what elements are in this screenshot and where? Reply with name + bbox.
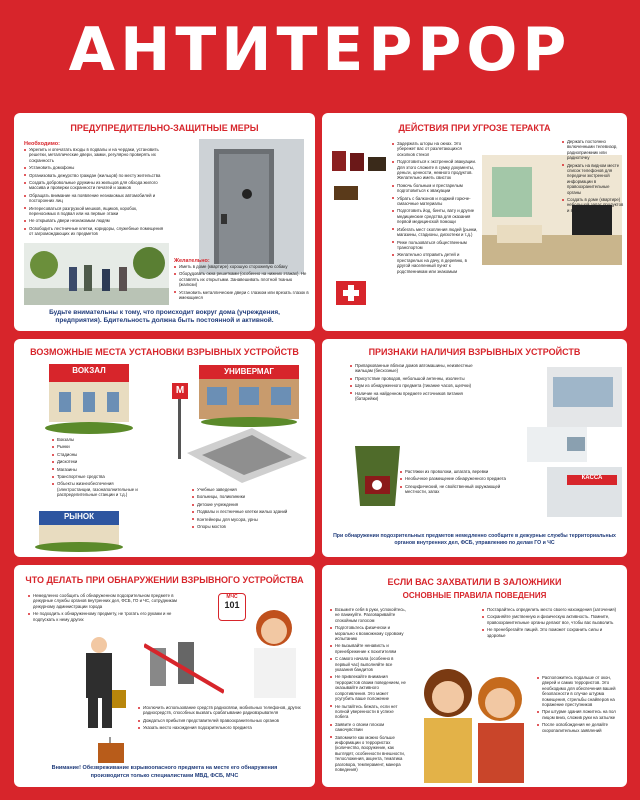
list-item: Рынки bbox=[52, 444, 142, 449]
list-item: Иметь в доме (квартире) хорошую сторожевую собаку bbox=[174, 264, 309, 269]
locations-list-left bbox=[52, 437, 142, 498]
list-item: Стадионы bbox=[52, 452, 142, 457]
door-illustration bbox=[199, 139, 304, 274]
list-item: Постарайтесь определить место своего нахождения (заточения) bbox=[482, 607, 617, 612]
page-title: АНТИТЕРРОР bbox=[68, 15, 572, 85]
list-item: Немедленно сообщить об обнаруженном подозрительном предмете в дежурные службы органов внутренних дел, ФСБ, ГО и ЧС, сотрудникам дежурному администрации города bbox=[28, 593, 188, 609]
crossed-phones-illustration bbox=[144, 640, 224, 695]
list-item: Освободить лестничные клетки, коридоры, служебные помещения от загромождающих их предметов bbox=[24, 226, 164, 237]
panel-title: ПРИЗНАКИ НАЛИЧИЯ ВЗРЫВНЫХ УСТРОЙСТВ bbox=[368, 347, 581, 357]
panel-title: ЧТО ДЕЛАТЬ ПРИ ОБНАРУЖЕНИИ ВЗРЫВНОГО УСТРОЙСТВА bbox=[25, 575, 304, 585]
hostage-list-right-bottom bbox=[537, 675, 619, 733]
necessary-list bbox=[24, 147, 164, 237]
necessary-label: Необходимо: bbox=[24, 141, 60, 147]
panel-title: ЕСЛИ ВАС ЗАХВАТИЛИ В ЗАЛОЖНИКИ bbox=[387, 577, 562, 587]
list-item: Опоры мостов bbox=[192, 524, 310, 529]
list-item: После освобождения не делайте скоропалительных заявлений bbox=[537, 722, 619, 733]
list-item: Держать на видном месте список телефонов для передачи экстренной информации в правоохранительные органы bbox=[562, 163, 624, 195]
list-item: Создать в доме (квартире) небольшой запас продуктов и воды bbox=[562, 197, 624, 213]
wallet-illustration bbox=[332, 183, 362, 203]
list-item: Наличие на найденном предмете источников питания (батарейки) bbox=[350, 391, 480, 402]
women-illustration bbox=[408, 663, 538, 783]
list-item: Припаркованные вблизи домов автомашины, неизвестные жильцам (бесхозные) bbox=[350, 363, 480, 374]
list-item: Больницы, поликлиники bbox=[192, 494, 310, 499]
panel-hostage-rules bbox=[322, 565, 627, 787]
metro-label: М bbox=[175, 385, 185, 396]
list-item: Создать добровольные дружины из жильцов для обхода жилого массива и проверки сохранности печатей и замков bbox=[24, 180, 164, 191]
suspicious-box-illustration bbox=[94, 737, 129, 765]
bag-with-bomb bbox=[350, 431, 405, 511]
list-item: Помочь больным и престарелым подготовиться к эвакуации bbox=[392, 183, 480, 194]
panel-subtitle: ОСНОВНЫЕ ПРАВИЛА ПОВЕДЕНИЯ bbox=[402, 591, 547, 600]
list-item: Дождаться прибытия представителей правоохранительных органов bbox=[138, 718, 308, 723]
desirable-list bbox=[174, 264, 309, 300]
list-item: Необычное размещение обнаруженного предмета bbox=[400, 476, 520, 481]
list-item: Держать постоянно включенными телевизор, радиоприемник или радиоточку bbox=[562, 139, 624, 161]
panel-title: ПРЕДУПРЕДИТЕЛЬНО-ЗАЩИТНЫЕ МЕРЫ bbox=[70, 123, 259, 133]
market-label: РЫНОК bbox=[63, 512, 95, 521]
list-item: Специфический, не свойственный окружающей местности, запах bbox=[400, 484, 520, 495]
list-item: Задержать шторы на окнах. Это убережет вас от разлетающихся осколков стекол bbox=[392, 141, 480, 157]
list-item: Не привлекайте внимания террористов своим поведением, не оказывайте активного сопротивления. Это может усугубить ваше положение bbox=[330, 674, 406, 701]
man-with-bag-illustration bbox=[74, 635, 129, 730]
list-item: Подготовьтесь физически и морально к возможному суровому испытанию bbox=[330, 625, 406, 641]
list-item: Магазины bbox=[52, 467, 142, 472]
list-item: Оборудовать окна решетками (особенно на нижних этажах). Не оставлять их открытыми. Занавешивать плотной тканью (жалюзи) bbox=[174, 271, 309, 287]
found-list-bottom bbox=[138, 705, 308, 731]
list-item: Дискотеки bbox=[52, 459, 142, 464]
metro-underpass bbox=[162, 383, 312, 483]
list-item: Убрать с балконов и лоджий горюче-смазочные материалы bbox=[392, 196, 480, 207]
list-item: Подготовить йод, бинты, вату и другие медицинские средства для оказания первой медицинской помощи bbox=[392, 208, 480, 224]
list-item: Заявите о своем плохом самочувствии bbox=[330, 722, 406, 733]
mchs-number: 101 bbox=[224, 600, 240, 610]
list-item: Присутствие проводов, небольшой антенны, изоленты bbox=[350, 376, 480, 381]
list-item: Вокзалы bbox=[52, 437, 142, 442]
mchs-label: МЧС bbox=[226, 594, 238, 600]
list-item: Организовать дежурство граждан (жильцов) по месту жительства bbox=[24, 173, 164, 178]
store-label: УНИВЕРМАГ bbox=[224, 367, 274, 376]
list-item: Подвалы и лестничные клетки жилых зданий bbox=[192, 509, 310, 514]
locations-list-right bbox=[192, 487, 310, 529]
panel-preventive-measures bbox=[14, 113, 315, 331]
signs-list-top bbox=[350, 363, 480, 401]
hostage-list-right bbox=[482, 607, 617, 638]
desirable-label: Желательно: bbox=[174, 258, 210, 264]
list-item: Реже пользоваться общественным транспортом bbox=[392, 240, 480, 251]
list-item: Контейнеры для мусора, урны bbox=[192, 517, 310, 522]
list-item: Шум из обнаруженного предмета (тикание часов, щелчки) bbox=[350, 383, 480, 388]
panel-footer: Внимание! Обезвреживание взрывоопасного предмета на месте его обнаружения производится только специалистами МВД, ФСБ, МЧС bbox=[51, 765, 278, 779]
kassa-label: КАССА bbox=[581, 475, 603, 481]
building-van-illustration bbox=[527, 367, 622, 517]
list-item: Указать место нахождения подозрительного предмета bbox=[138, 725, 308, 730]
list-item: Желательно отправить детей и престарелых на дачу, в деревню, в другой населенный пункт к родственникам или знакомым bbox=[392, 252, 480, 274]
station-label: ВОКЗАЛ bbox=[72, 366, 106, 375]
list-item: Детские учреждения bbox=[192, 502, 310, 507]
list-item: Сохраняйте умственную и физическую активность. Помните, правоохранительные органы делают все, чтобы вас вызволить bbox=[482, 614, 617, 625]
list-item: Не пытайтесь бежать, если нет полной уверенности в успехе побега bbox=[330, 704, 406, 720]
list-item: Расположитесь подальше от окон, дверей и самих террористов. Это необходимо для обеспечения вашей безопасности в случае штурма помещения, стрельбы снайперов на поражение преступников bbox=[537, 675, 619, 707]
panel-title: ВОЗМОЖНЫЕ МЕСТА УСТАНОВКИ ВЗРЫВНЫХ УСТРОЙСТВ bbox=[30, 347, 299, 357]
list-item: Возьмите себя в руки, успокойтесь, не паникуйте. Разговаривайте спокойным голосом bbox=[330, 607, 406, 623]
list-item: Запомните как можно больше информации о террористах (количество, вооружение, как выглядят, особенности внешности, телосложения, акцента, тематика разговора, темперамент, манера поведения) bbox=[330, 735, 406, 773]
actions-list-right bbox=[562, 139, 624, 213]
firstaid-illustration bbox=[332, 273, 372, 308]
list-item: Установить домофоны bbox=[24, 165, 164, 170]
panel-explosive-locations bbox=[14, 339, 315, 557]
panel-terror-threat-actions bbox=[322, 113, 627, 331]
woman-phone-illustration bbox=[242, 603, 307, 698]
list-item: Интересоваться разгрузкой мешков, ящиков, коробок, переносимых в подвал или на первые этажи bbox=[24, 206, 164, 217]
list-item: Подготовиться к экстренной эвакуации. Для этого сложите в сумку документы, деньги, ценности, немного продуктов. Желательно иметь свисток bbox=[392, 159, 480, 181]
list-item: Объекты жизнеобеспечения (электростанции, газонаполнительные и распределительные станции и т.д.) bbox=[52, 481, 142, 497]
panel-title: ДЕЙСТВИЯ ПРИ УГРОЗЕ ТЕРАКТА bbox=[398, 123, 551, 133]
list-item: Исключить использование средств радиосвязи, мобильных телефонов, других радиосредств, способных вызвать срабатывание радиовзрывателя bbox=[138, 705, 308, 716]
list-item: Обращать внимание на появление незнакомых автомобилей и посторонних лиц bbox=[24, 193, 164, 204]
found-list-top bbox=[28, 593, 188, 622]
hostage-list-left bbox=[330, 607, 406, 772]
actions-list-left bbox=[392, 141, 480, 274]
list-item: Транспортные средства bbox=[52, 474, 142, 479]
panel-found-explosive bbox=[14, 565, 315, 787]
list-item: Не пренебрегайте пищей. Это поможет сохранить силы и здоровье bbox=[482, 627, 617, 638]
list-item: При штурме здания ложитесь на пол лицом вниз, сложив руки на затылке bbox=[537, 709, 619, 720]
list-item: Установить металлические двери с глазком или врезать глазок в имеющиеся bbox=[174, 290, 309, 301]
panel-footer: При обнаружении подозрительных предметов немедленно сообщите в дежурные службы территориальных органов внутренних дел, ФСБ, управлению по делам ГО и ЧС bbox=[333, 533, 616, 546]
documents-illustration bbox=[330, 143, 390, 178]
list-item: Избегать мест скопления людей (рынки, магазины, стадионы, дискотеки и т.д.) bbox=[392, 227, 480, 238]
panel-explosive-signs bbox=[322, 339, 627, 557]
list-item: Укрепить и опечатать входы в подвалы и на чердаки, установить решетки, металлические двери, замки, регулярно проверять их сохранность bbox=[24, 147, 164, 163]
list-item: Не подходить к обнаруженному предмету, не трогать его руками и не подпускать к нему других bbox=[28, 611, 188, 622]
list-item: Не вызывайте ненависть и пренебрежение к похитителям bbox=[330, 643, 406, 654]
list-item: Учебные заведения bbox=[192, 487, 310, 492]
neighborhood-illustration bbox=[24, 243, 169, 305]
list-item: С самого начала (особенно в первый час) выполняйте все указания бандитов bbox=[330, 656, 406, 672]
list-item: Не открывать двери незнакомым людям bbox=[24, 218, 164, 223]
signs-list-bottom bbox=[400, 469, 520, 495]
panel-footer: Будьте внимательны к тому, что происходит вокруг дома (учреждения, предприятия). Бдительность должна быть постоянной и активной. bbox=[49, 309, 280, 324]
list-item: Растяжки из проволоки, шпагата, веревки bbox=[400, 469, 520, 474]
